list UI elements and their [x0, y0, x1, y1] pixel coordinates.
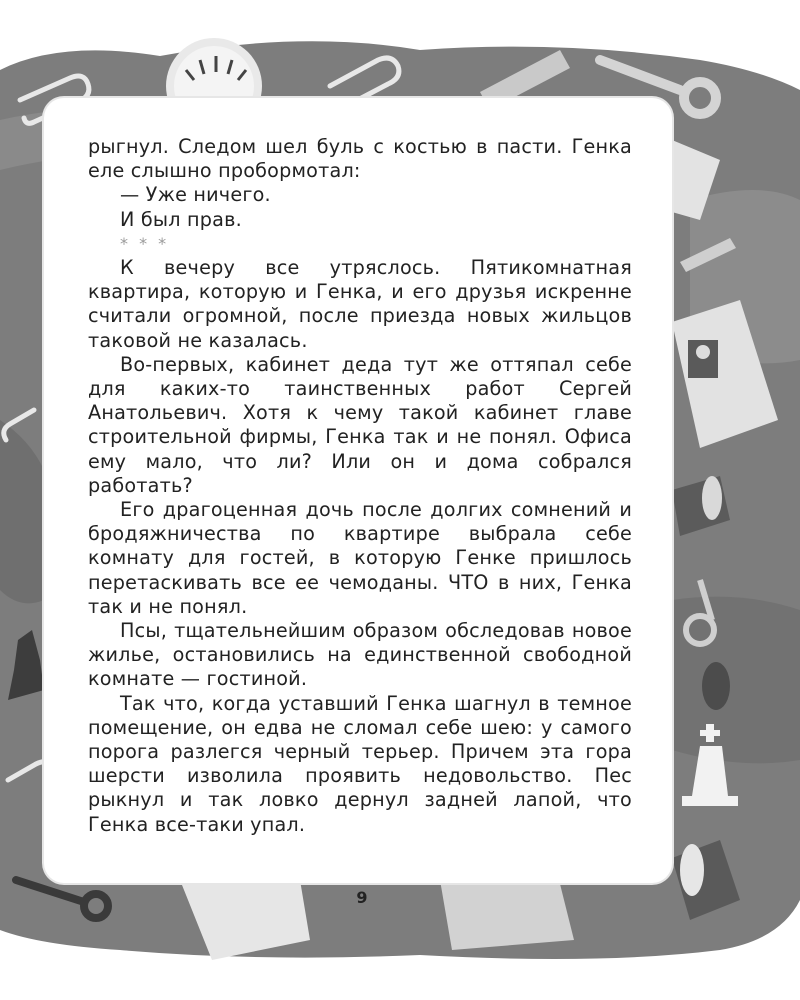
section-separator: * * *: [120, 233, 170, 253]
page-number: 9: [356, 888, 368, 907]
map-icon: [440, 880, 574, 950]
paragraph: Псы, тщательнейшим образом обследовав новое жилье, остановились на единственной свободной комнате — гостиной.: [88, 619, 632, 691]
paragraph: Во-первых, кабинет деда тут же оттяпал себе для каких-то таинственных работ Сергей Анатольевич. Хотя к чему такой кабинет главе строительной фирмы, Генка так и не понял. Офиса ему мало, что ли? Или он и дома собрался работать?: [88, 352, 632, 497]
paragraph: Его драгоценная дочь после долгих сомнений и бродяжничества по квартире выбрала себе комнату для гостей, в которую Генке пришлось перетаскивать все ее чемоданы. ЧТО в них, Генка так и не понял.: [88, 498, 632, 618]
paragraph: И был прав.: [120, 207, 242, 231]
paragraph: рыгнул. Следом шел буль с костью в пасти. Генка еле слышно пробормотал:: [88, 135, 632, 183]
paragraph: Так что, когда уставший Генка шагнул в темное помещение, он едва не сломал себе шею: у самого порога разлегся черный терьер. Причем эта гора шерсти изволила проявить недовольство. Пес рыкнул и так ловко дернул задней лапой, что Генка все-таки упал.: [88, 691, 632, 836]
body-text: [88, 135, 632, 837]
paragraph: — Уже ничего.: [120, 183, 271, 207]
paragraph: К вечеру все утряслось. Пятикомнатная квартира, которую и Генка, и его друзья искренне считали огромной, после приезда новых жильцов таковой не казалась.: [88, 256, 632, 352]
